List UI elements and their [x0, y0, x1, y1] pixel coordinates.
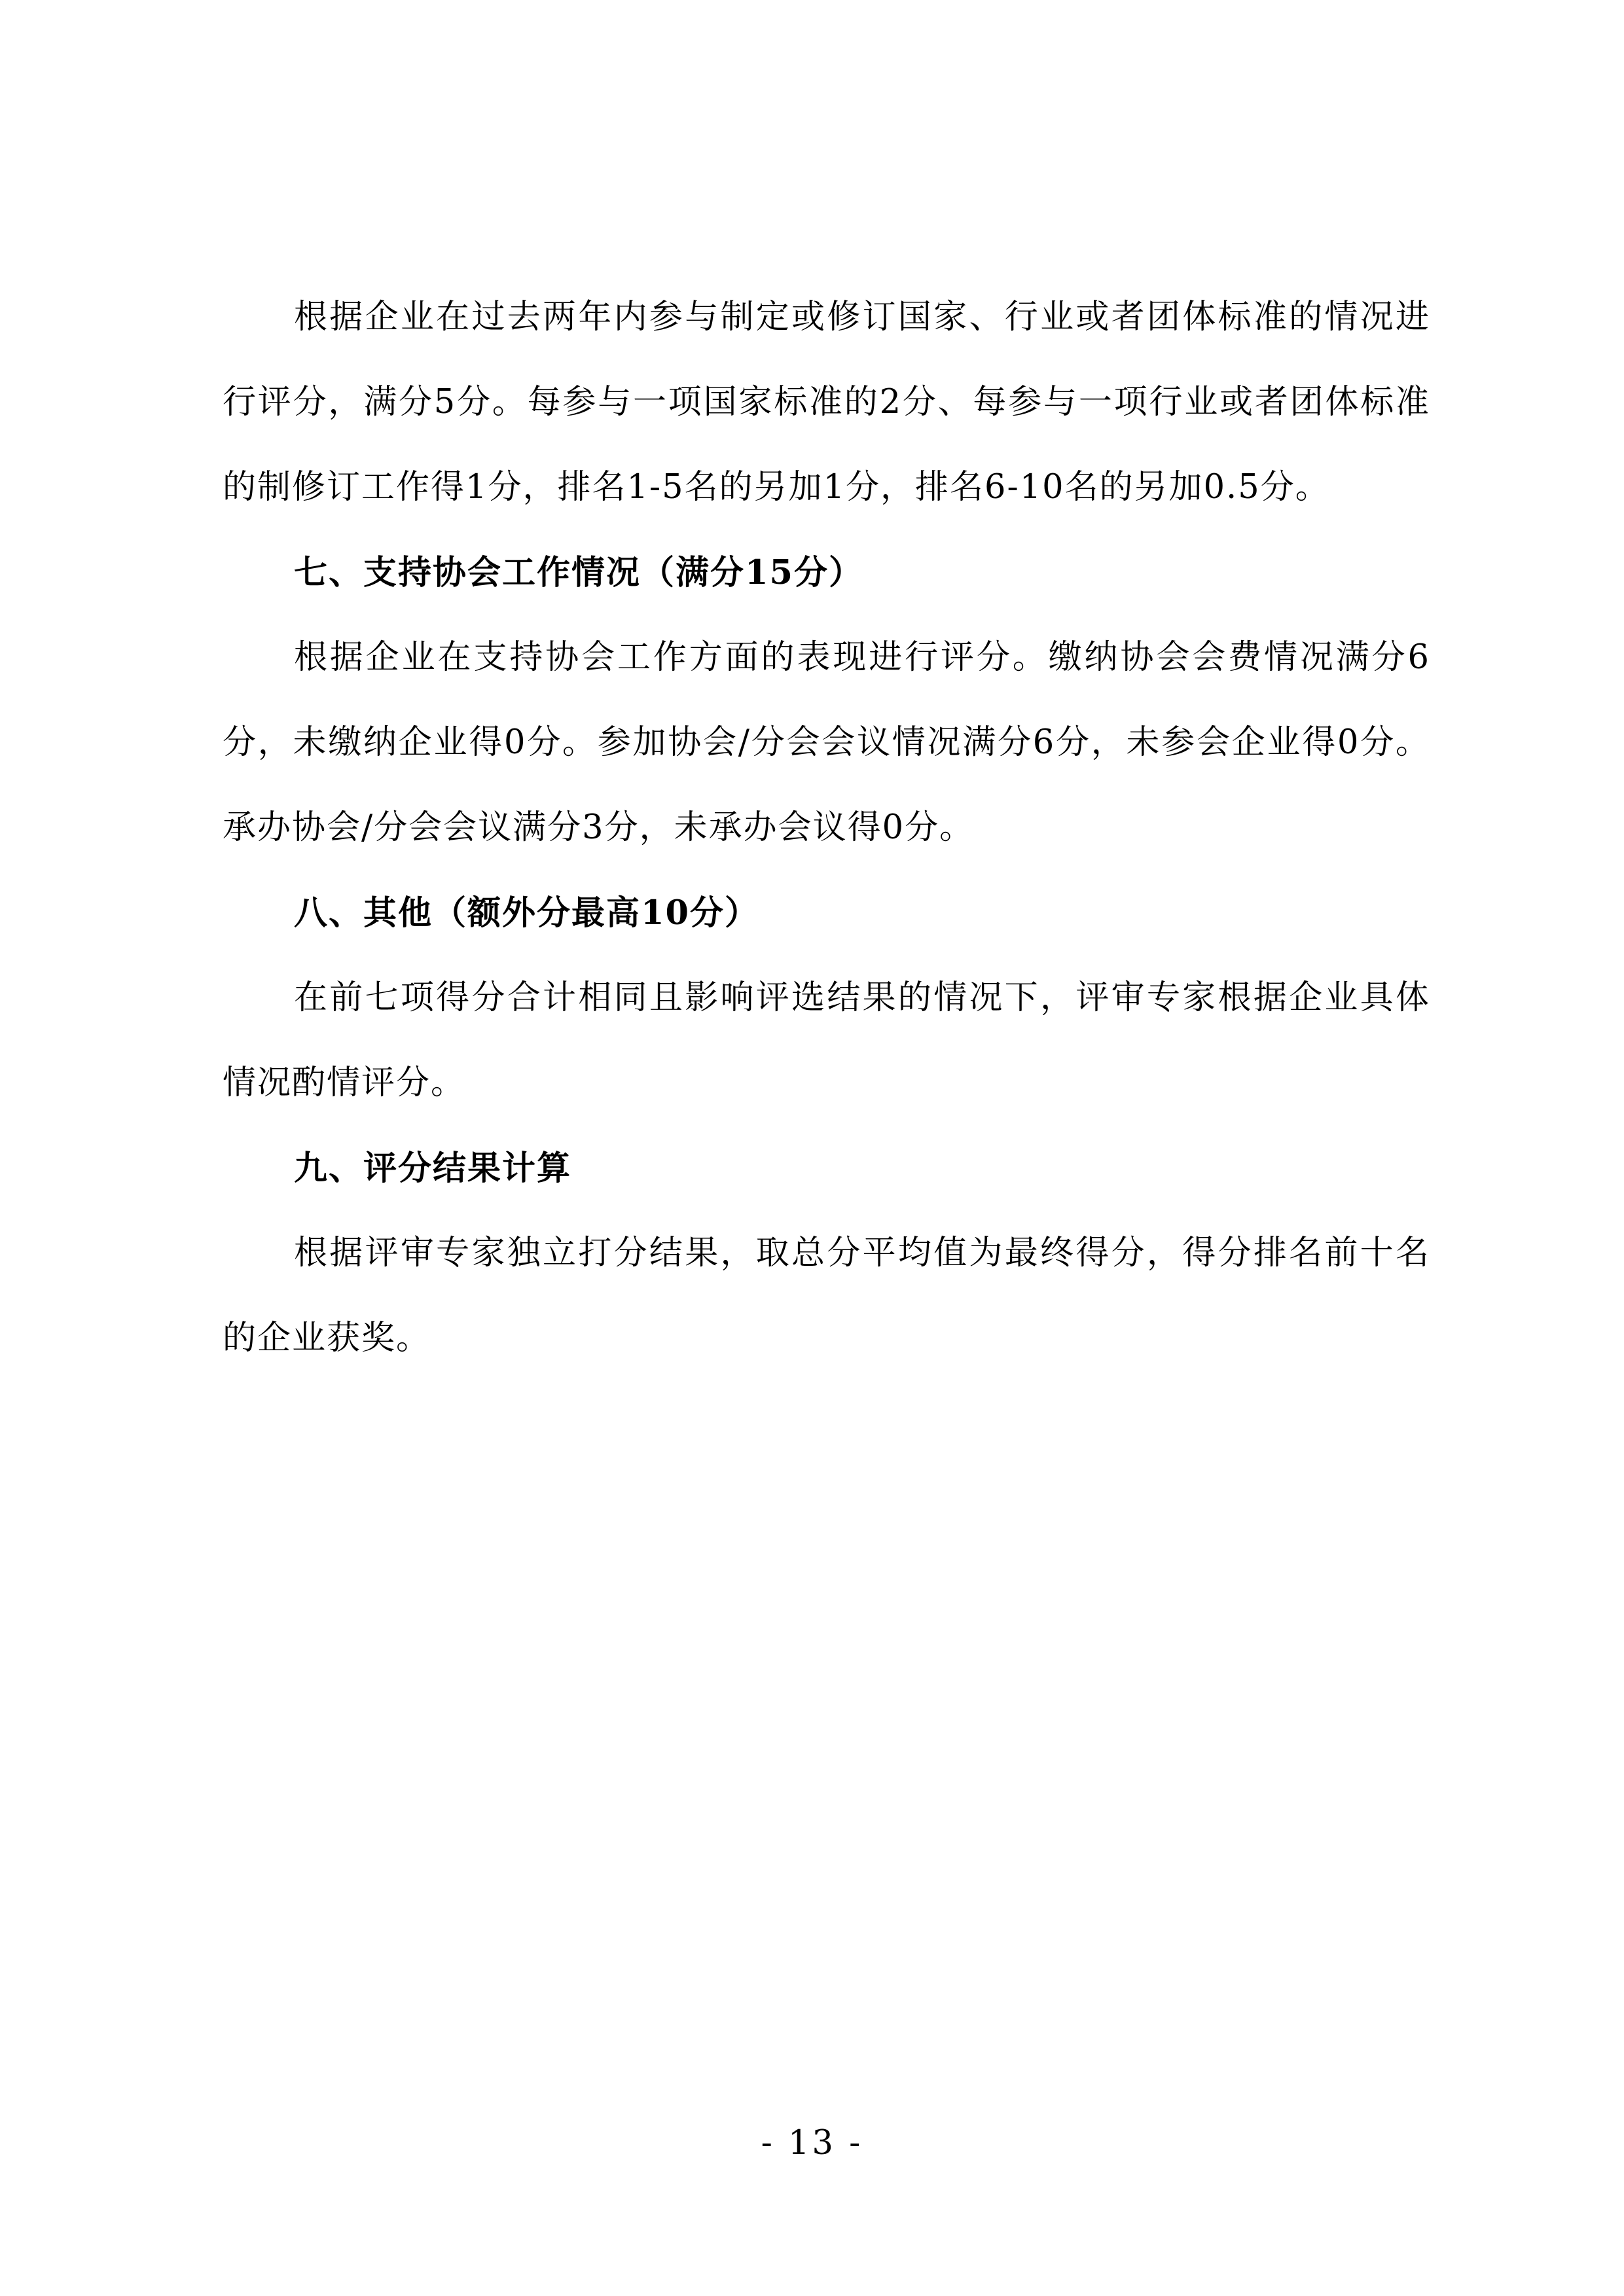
section-heading-other: 八、其他（额外分最高10分） [294, 893, 759, 933]
page-number: - 13 - [761, 2124, 863, 2162]
section-heading-result-calculation: 九、评分结果计算 [294, 1149, 572, 1188]
paragraph-standards-scoring: 根据企业在过去两年内参与制定或修订国家、行业或者团体标准的情况进行评分，满分5分。每参与一项国家标准的2分、每参与一项行业或者团体标准的制修订工作得1分，排名1-5名的另加1分，排名6-10名的另加0.5分。 [223, 298, 1430, 507]
paragraph-association-support: 根据企业在支持协会工作方面的表现进行评分。缴纳协会会费情况满分6分，未缴纳企业得0分。参加协会/分会会议情况满分6分，未参会企业得0分。承办协会/分会会议满分3分，未承办会议得0分。 [223, 638, 1430, 847]
paragraph-other: 在前七项得分合计相同且影响评选结果的情况下，评审专家根据企业具体情况酌情评分。 [223, 978, 1430, 1102]
document-body [223, 275, 1430, 1381]
section-heading-association-support: 七、支持协会工作情况（满分15分） [294, 553, 863, 592]
paragraph-result-calculation: 根据评审专家独立打分结果，取总分平均值为最终得分，得分排名前十名的企业获奖。 [223, 1234, 1430, 1357]
